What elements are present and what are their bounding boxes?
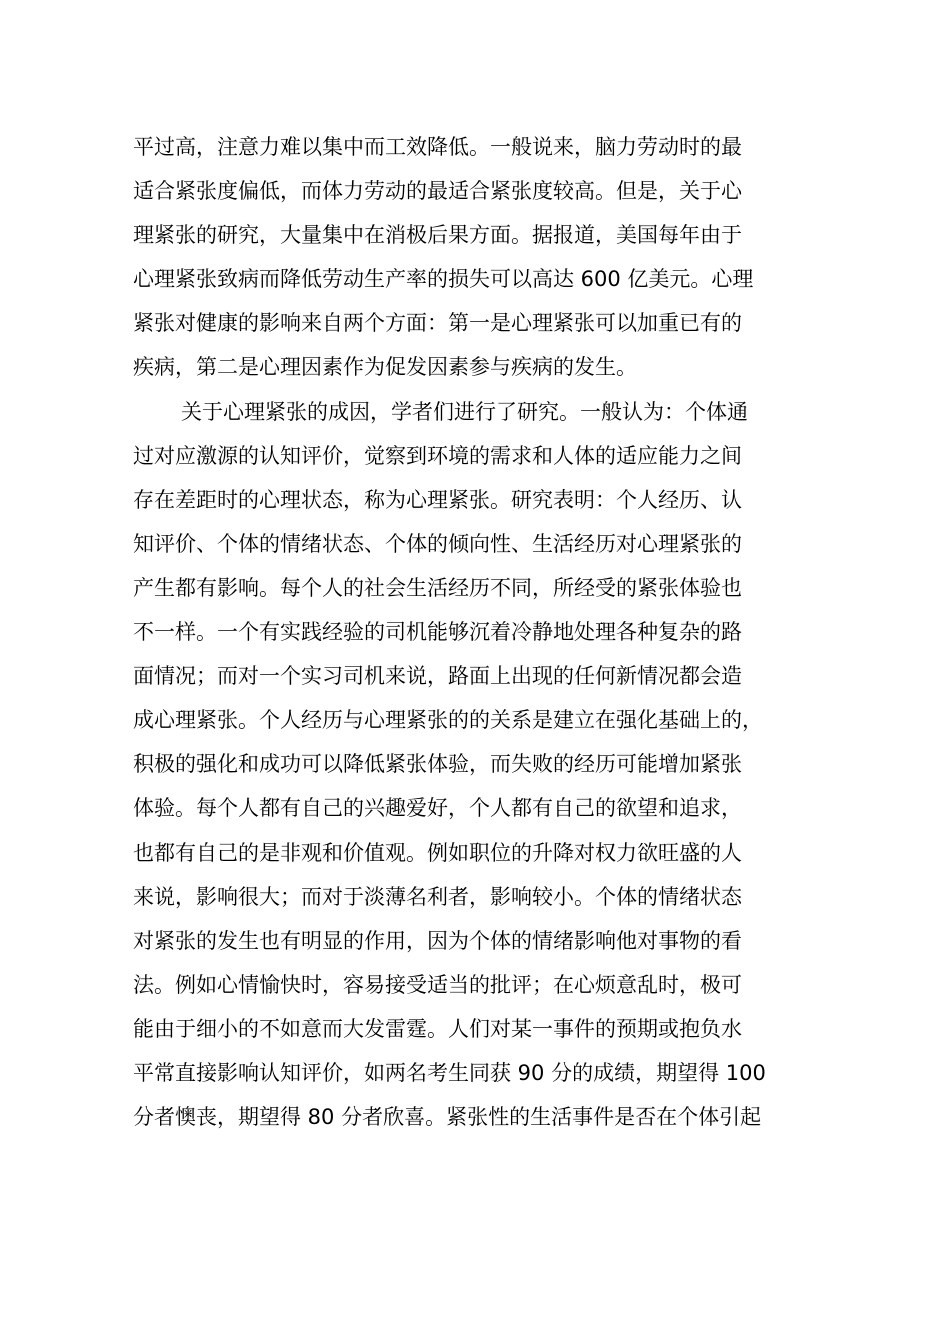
text-line: 面情况；而对一个实习司机来说，路面上出现的任何新情况都会造 xyxy=(133,664,742,689)
text-line: 平常直接影响认知评价，如两名考生同获 90 分的成绩，期望得 100 xyxy=(133,1060,766,1085)
text-line: 对紧张的发生也有明显的作用，因为个体的情绪影响他对事物的看 xyxy=(133,928,742,953)
text-line: 适合紧张度偏低，而体力劳动的最适合紧张度较高。但是，关于心 xyxy=(133,179,742,204)
text-line: 成心理紧张。个人经历与心理紧张的的关系是建立在强化基础上的， xyxy=(133,708,763,733)
text-line: 紧张对健康的影响来自两个方面：第一是心理紧张可以加重已有的 xyxy=(133,311,742,336)
text-line: 理紧张的研究，大量集中在消极后果方面。据报道，美国每年由于 xyxy=(133,223,742,248)
text-line: 能由于细小的不如意而大发雷霆。人们对某一事件的预期或抱负水 xyxy=(133,1016,742,1041)
text-line: 法。例如心情愉快时，容易接受适当的批评；在心烦意乱时，极可 xyxy=(133,972,742,997)
text-line: 产生都有影响。每个人的社会生活经历不同，所经受的紧张体验也 xyxy=(133,575,742,600)
text-line: 心理紧张致病而降低劳动生产率的损失可以高达 600 亿美元。心理 xyxy=(133,267,754,292)
text-line: 平过高，注意力难以集中而工效降低。一般说来，脑力劳动时的最 xyxy=(133,135,742,159)
text-line: 存在差距时的心理状态，称为心理紧张。研究表明：个人经历、认 xyxy=(133,487,742,512)
text-line: 分者懊丧，期望得 80 分者欣喜。紧张性的生活事件是否在个体引起 xyxy=(133,1105,762,1130)
text-line: 疾病，第二是心理因素作为促发因素参与疾病的发生。 xyxy=(133,355,637,380)
text-line: 积极的强化和成功可以降低紧张体验，而失败的经历可能增加紧张 xyxy=(133,752,742,777)
text-line: 也都有自己的是非观和价值观。例如职位的升降对权力欲旺盛的人 xyxy=(133,840,742,865)
text-line: 体验。每个人都有自己的兴趣爱好，个人都有自己的欲望和追求， xyxy=(133,796,742,821)
paragraph-1 xyxy=(133,125,833,390)
paragraph-2 xyxy=(133,390,833,1140)
text-line: 关于心理紧张的成因，学者们进行了研究。一般认为：个体通 xyxy=(181,399,748,424)
text-line: 来说，影响很大；而对于淡薄名利者，影响较小。个体的情绪状态 xyxy=(133,884,742,909)
body-text xyxy=(133,125,833,1139)
text-line: 知评价、个体的情绪状态、个体的倾向性、生活经历对心理紧张的 xyxy=(133,531,742,556)
text-line: 不一样。一个有实践经验的司机能够沉着冷静地处理各种复杂的路 xyxy=(133,620,742,645)
text-line: 过对应激源的认知评价，觉察到环境的需求和人体的适应能力之间 xyxy=(133,443,742,468)
